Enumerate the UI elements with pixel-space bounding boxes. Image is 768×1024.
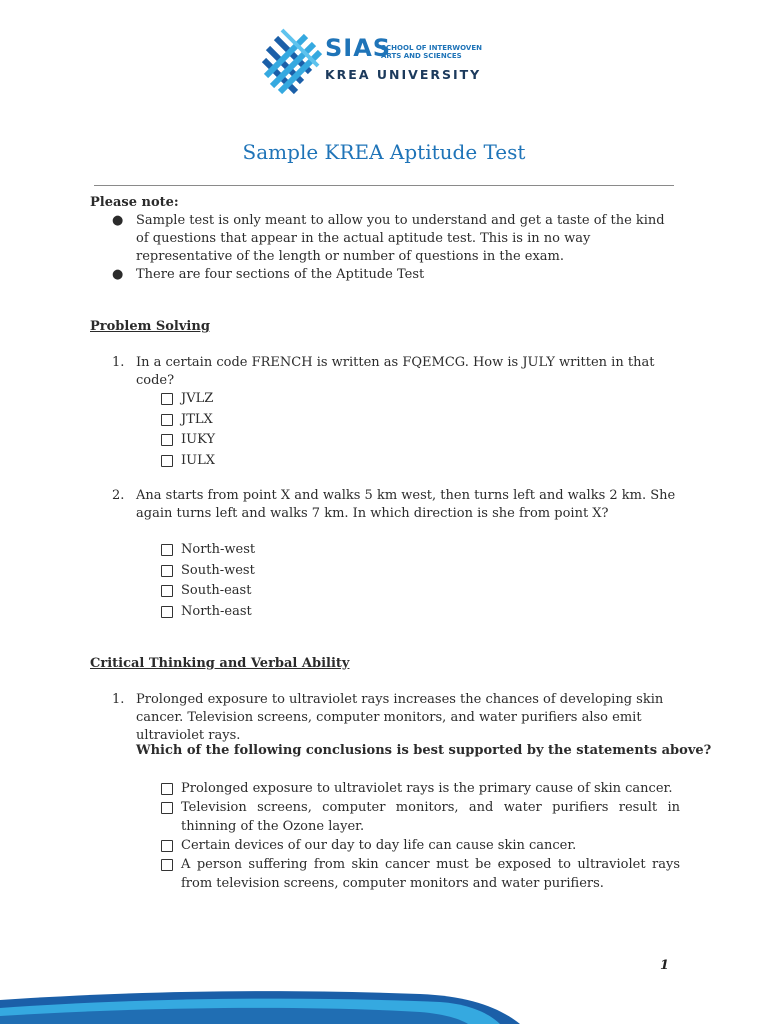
question-text: Prolonged exposure to ultraviolet rays increases the chances of developing skin cancer. Television screens, computer monitors, and water purifiers also emit ultraviolet rays. (136, 692, 664, 743)
checkbox-icon[interactable] (161, 585, 173, 597)
checkbox-icon[interactable] (161, 802, 173, 814)
note-heading: Please note: (90, 195, 179, 210)
answer-option[interactable] (160, 602, 680, 623)
question-1 (90, 354, 680, 390)
option-label: Certain devices of our day to day life can cause skin cancer. (181, 838, 577, 853)
note-bullet (90, 266, 680, 284)
checkbox-icon[interactable] (161, 414, 173, 426)
logo-school-text (381, 44, 491, 60)
page-number: 1 (660, 958, 670, 973)
checkbox-icon[interactable] (161, 393, 173, 405)
option-label: South-west (181, 562, 255, 578)
option-label: IUKY (181, 432, 216, 447)
checkbox-icon[interactable] (161, 544, 173, 556)
checkbox-icon[interactable] (161, 606, 173, 618)
footer-wave-decoration (0, 988, 768, 1024)
answer-option[interactable] (160, 389, 680, 410)
option-label: North-east (181, 603, 252, 619)
question-text: Ana starts from point X and walks 5 km west, then turns left and walks 2 km. She again turns left and walks 7 km. In which direction is she from point X? (136, 488, 676, 521)
option-label: IULX (181, 452, 215, 468)
answer-option[interactable] (160, 410, 680, 431)
question-number: 2. (112, 488, 125, 503)
krea-weave-icon (262, 26, 326, 98)
option-label: Television screens, computer monitors, and water purifiers result in thinning of the Ozone layer. (181, 800, 680, 834)
bullet-dot-icon: ● (112, 213, 124, 228)
checkbox-icon[interactable] (161, 840, 173, 852)
answer-option[interactable] (160, 798, 680, 836)
note-bullet-list (90, 212, 680, 284)
note-bullet-text: Sample test is only meant to allow you to understand and get a taste of the kind of questions that appear in the actual aptitude test. This is in no way representative of the length or number of questions in the exam. (136, 213, 665, 264)
checkbox-icon[interactable] (161, 565, 173, 577)
note-bullet (90, 212, 680, 266)
option-label: A person suffering from skin cancer must be exposed to ultraviolet rays from television screens, computer monitors and water purifiers. (181, 857, 680, 891)
answer-option[interactable] (160, 855, 680, 893)
section-heading-problem-solving: Problem Solving (90, 319, 210, 334)
option-label: South-east (181, 583, 252, 598)
checkbox-icon[interactable] (161, 455, 173, 467)
answer-option[interactable] (160, 779, 680, 798)
option-label: North-west (181, 542, 256, 557)
logo-school-line2: ARTS AND SCIENCES (381, 52, 462, 60)
checkbox-icon[interactable] (161, 859, 173, 871)
question-number: 1. (112, 692, 125, 707)
question-1-options (160, 389, 680, 471)
question-2 (90, 487, 680, 523)
answer-option[interactable] (160, 451, 680, 472)
answer-option[interactable] (160, 540, 680, 561)
bullet-dot-icon: ● (112, 267, 124, 282)
question-text: In a certain code FRENCH is written as FQEMCG. How is JULY written in that code? (136, 355, 655, 388)
section-heading-critical-thinking: Critical Thinking and Verbal Ability (90, 656, 350, 671)
question-ct-1 (90, 691, 680, 745)
logo-university-text: KREA UNIVERSITY (325, 67, 482, 82)
page-title: Sample KREA Aptitude Test (242, 140, 526, 164)
sias-krea-logo (262, 26, 482, 98)
question-ct-1-options (160, 779, 680, 893)
title-divider (94, 185, 674, 186)
question-prompt: Which of the following conclusions is best supported by the statements above? (136, 743, 712, 758)
checkbox-icon[interactable] (161, 783, 173, 795)
checkbox-icon[interactable] (161, 434, 173, 446)
answer-option[interactable] (160, 561, 680, 582)
answer-option[interactable] (160, 430, 680, 451)
note-bullet-text: There are four sections of the Aptitude Test (136, 267, 425, 282)
option-label: Prolonged exposure to ultraviolet rays is the primary cause of skin cancer. (181, 781, 673, 796)
logo-school-line1: SCHOOL OF INTERWOVEN (381, 44, 482, 52)
question-number: 1. (112, 355, 125, 370)
logo-sias-text: SIAS (325, 34, 392, 62)
answer-option[interactable] (160, 581, 680, 602)
option-label: JTLX (181, 411, 213, 427)
option-label: JVLZ (181, 391, 214, 406)
question-2-options (160, 540, 680, 622)
answer-option[interactable] (160, 836, 680, 855)
